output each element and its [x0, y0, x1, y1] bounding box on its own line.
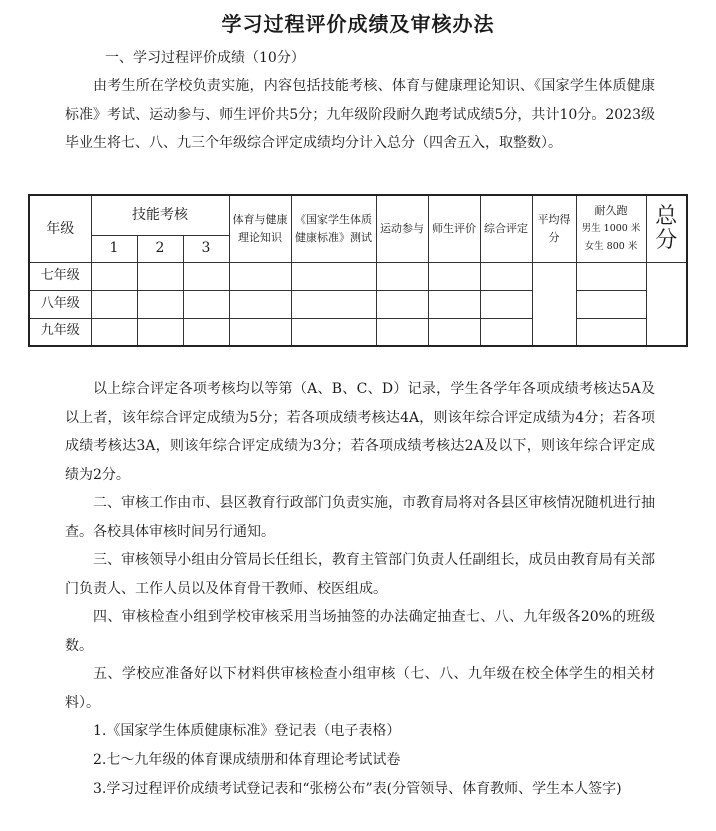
table-cell [376, 262, 428, 290]
section2-paragraph: 二、审核工作由市、县区教育行政部门负责实施，市教育局将对各县区审核情况随机进行抽查。各校具体审核时间另行通知。 [65, 495, 655, 540]
header-endurance [576, 195, 646, 262]
total-cell [646, 262, 687, 346]
table-cell [229, 318, 291, 346]
skill-col-3: 3 [183, 235, 229, 262]
table-cell [480, 318, 532, 346]
page-title: 学习过程评价成绩及审核办法 [221, 12, 495, 36]
average-cell [532, 262, 576, 346]
section5-paragraph: 五、学校应准备好以下材料供审核检查小组审核（七、八、九年级在校全体学生的相关材料）。 [65, 666, 655, 711]
row-label-grade8: 八年级 [29, 290, 91, 318]
header-average: 平均得分 [532, 195, 576, 262]
table-cell [480, 290, 532, 318]
table-cell [183, 290, 229, 318]
table-cell [229, 262, 291, 290]
table-cell [291, 318, 376, 346]
header-grade: 年级 [29, 195, 91, 262]
table-cell [91, 290, 137, 318]
table-cell [137, 290, 183, 318]
table-cell [428, 290, 480, 318]
material-item-2: 2.七～九年级的体育课成绩册和体育理论考试试卷 [93, 752, 401, 768]
row-label-grade9: 九年级 [29, 318, 91, 346]
section1-heading: 一、学习过程评价成绩（10分） [105, 50, 305, 66]
row-label-grade7: 七年级 [29, 262, 91, 290]
endurance-female: 女生 800 米 [584, 240, 638, 252]
header-pe-theory: 体育与健康理论知识 [229, 195, 291, 262]
endurance-title: 耐久跑 [594, 203, 628, 217]
material-item-3: 3.学习过程评价成绩考试登记表和“张榜公布”表(分管领导、体育教师、学生本人签字) [93, 781, 622, 797]
header-standard-test: 《国家学生体质健康标准》测试 [291, 195, 376, 262]
score-table [28, 194, 688, 347]
material-item-1: 1.《国家学生体质健康标准》登记表（电子表格） [93, 723, 401, 739]
table-cell [480, 262, 532, 290]
endurance-male: 男生 1000 米 [581, 222, 641, 234]
header-composite: 综合评定 [480, 195, 532, 262]
section4-paragraph: 四、审核检查小组到学校审核采用当场抽签的办法确定抽查七、八、九年级各20%的班级数。 [65, 609, 655, 654]
section1-body: 由考生所在学校负责实施，内容包括技能考核、体育与健康理论知识、《国家学生体质健康标准》考试、运动参与、师生评价共5分；九年级阶段耐久跑考试成绩5分，共计10分。2023级毕业生将七、八、九三个年级综合评定成绩均分计入总分（四舍五入，取整数）。 [65, 78, 655, 151]
table-cell [376, 290, 428, 318]
section3-paragraph: 三、审核领导小组由分管局长任组长，教育主管部门负责人任副组长，成员由教育局有关部门负责人、工作人员以及体育骨干教师、校医组成。 [65, 552, 655, 597]
table-cell [576, 290, 646, 318]
table-cell [291, 262, 376, 290]
header-total: 总分 [646, 195, 687, 262]
table-cell [183, 318, 229, 346]
table-cell [183, 262, 229, 290]
header-skills: 技能考核 [91, 195, 229, 235]
table-cell [137, 262, 183, 290]
header-teacher-student-eval: 师生评价 [428, 195, 480, 262]
grading-paragraph: 以上综合评定各项考核均以等第（A、B、C、D）记录，学生各学年各项成绩考核达5A及以上者，该年综合评定成绩为5分；若各项成绩考核达4A，则该年综合评定成绩为4分；若各项成绩考核达3A，则该年综合评定成绩为3分；若各项成绩考核达2A及以下，则该年综合评定成绩为2分。 [65, 381, 655, 483]
table-cell [137, 318, 183, 346]
skill-col-2: 2 [137, 235, 183, 262]
skill-col-1: 1 [91, 235, 137, 262]
table-cell [229, 290, 291, 318]
table-cell [428, 262, 480, 290]
table-cell [428, 318, 480, 346]
header-participation: 运动参与 [376, 195, 428, 262]
table-cell [376, 318, 428, 346]
table-cell [91, 318, 137, 346]
table-cell [91, 262, 137, 290]
table-cell [576, 262, 646, 290]
table-cell [291, 290, 376, 318]
table-cell [576, 318, 646, 346]
